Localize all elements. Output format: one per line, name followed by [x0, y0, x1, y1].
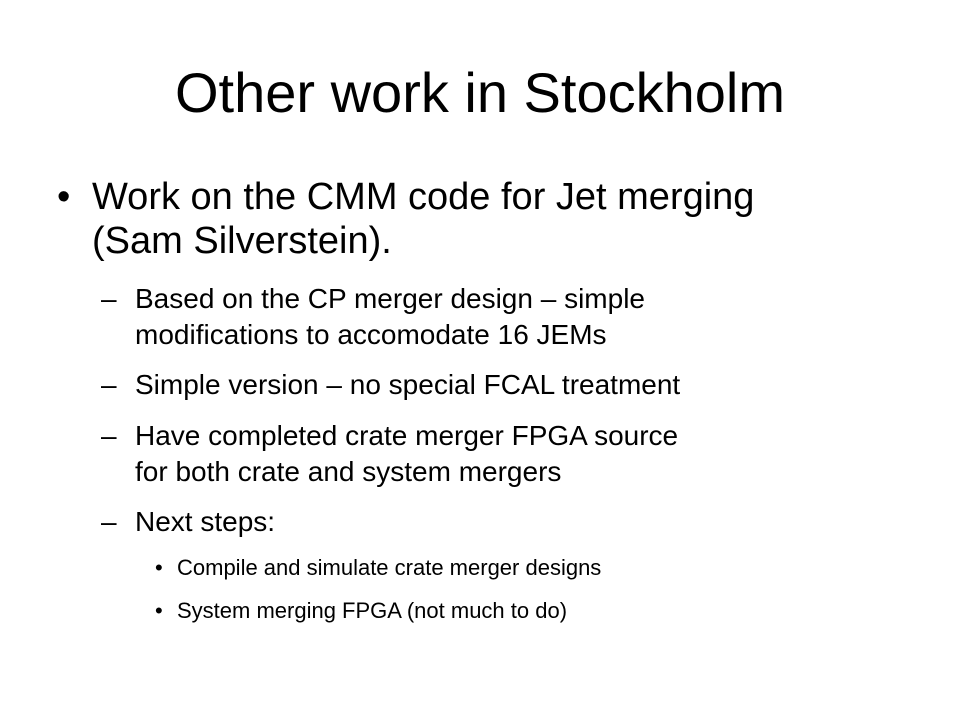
sub-bullet-text-line: modifications to accomodate 16 JEMs: [135, 319, 607, 350]
sub-bullet-text-line: Next steps:: [135, 506, 276, 537]
bullet-marker: •: [57, 176, 71, 218]
sub-bullet-text-line: for both crate and system mergers: [135, 456, 562, 487]
dash-marker: –: [101, 420, 117, 451]
slide-title: Other work in Stockholm: [175, 61, 785, 124]
bullet-marker: •: [155, 555, 163, 580]
sub-bullet-text-line: Have completed crate merger FPGA source: [135, 420, 679, 451]
dash-marker: –: [101, 506, 117, 537]
bullet-text-line: Work on the CMM code for Jet merging: [92, 176, 755, 218]
bullet-text-line: (Sam Silverstein).: [92, 220, 392, 262]
sub-sub-bullet-text: System merging FPGA (not much to do): [177, 598, 568, 623]
sub-bullet-text-line: Based on the CP merger design – simple: [135, 283, 645, 314]
bullet-marker: •: [155, 598, 163, 623]
sub-sub-bullet-text: Compile and simulate crate merger designs: [177, 555, 602, 580]
sub-bullet-text-line: Simple version – no special FCAL treatment: [135, 369, 681, 400]
dash-marker: –: [101, 369, 117, 400]
dash-marker: –: [101, 283, 117, 314]
